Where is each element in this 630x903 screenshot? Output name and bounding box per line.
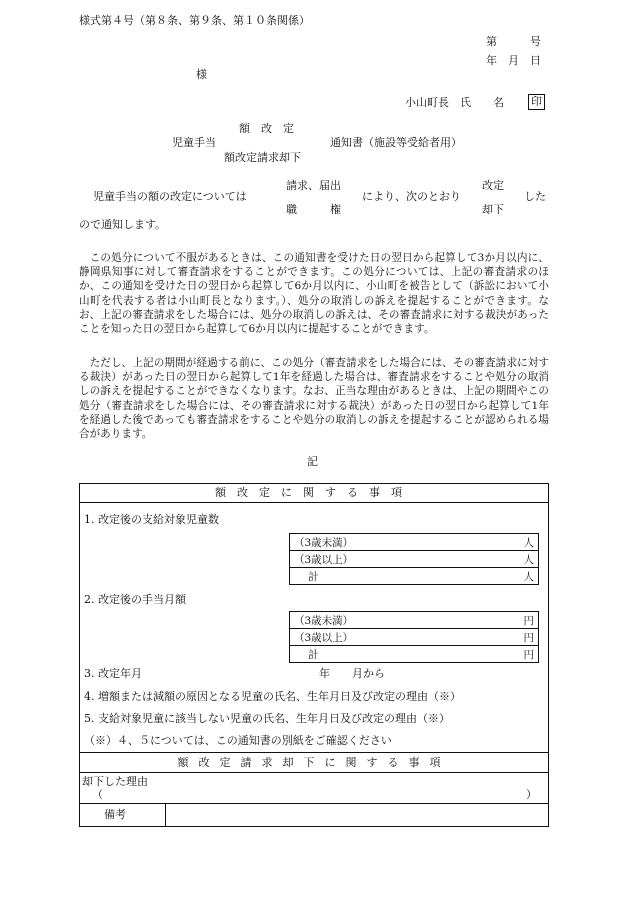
item-4-label: 4. 増額または減額の原因となる児童の氏名、生年月日及び改定の理由（※） <box>84 690 461 703</box>
children-row-total <box>290 568 539 585</box>
ki-label: 記 <box>307 455 318 468</box>
amount-row-under3 <box>290 612 539 629</box>
divider <box>79 752 549 753</box>
document-number: 第 号 <box>486 35 541 48</box>
intro-prefix: 児童手当の額の改定については <box>93 190 247 203</box>
amount-label-under3: （3歳未満） <box>294 614 354 627</box>
section-revision-header: 額改定に関する事項 <box>215 486 413 499</box>
children-row-over3 <box>290 551 539 568</box>
section-rejection-header: 額改定請求却下に関する事項 <box>177 756 451 769</box>
item-3-label: 3. 改定年月 <box>84 667 142 680</box>
intro-choice1-request: 請求、届出 <box>286 179 341 192</box>
item-5-label: 5. 支給対象児童に該当しない児童の氏名、生年月日及び改定の理由（※） <box>84 712 450 725</box>
intro-choice2-revise: 改定 <box>482 179 504 192</box>
item-3-value: 年 月から <box>319 667 385 680</box>
appeal-paragraph-1: この処分について不服があるときは、この通知書を受けた日の翌日から起算して3か月以内に、静岡県知事に対して審査請求をすることができます。この処分については、上記の審査請求のほか、この通知を受けた日の翌日から起算して6か月以内に、小山町を被告として（訴訟において小山町を代表する者は小山町長となります。）、処分の取消しの訴えを提起することができます。なお、上記の審査請求をした場合には、処分の取消しの訴えは、その審査請求に対する裁決があったことを知った日の翌日から起算して6か月以内に提起することができます。 <box>79 252 549 336</box>
form-number: 様式第４号（第８条、第９条、第１０条関係） <box>79 14 310 27</box>
divider <box>79 803 549 804</box>
amount-label-over3: （3歳以上） <box>294 631 354 644</box>
intro-choice1-authority: 職 権 <box>286 203 341 216</box>
rejection-reason-label: 却下した理由 <box>82 775 148 788</box>
amount-row-over3 <box>290 629 539 646</box>
monthly-amount-table <box>289 611 539 663</box>
amount-unit-over3: 円 <box>523 631 534 644</box>
note-text: （※）４、５については、この通知書の別紙をご確認ください <box>84 734 392 747</box>
amount-label-total: 計 <box>308 648 319 661</box>
item-1-label: 1. 改定後の支給対象児童数 <box>84 513 219 526</box>
children-row-under3 <box>290 534 539 551</box>
item-2-label: 2. 改定後の手当月額 <box>84 593 186 606</box>
seal-mark: 印 <box>528 94 545 110</box>
divider <box>79 772 549 773</box>
intro-suffix: した <box>524 190 546 203</box>
reason-paren-close: ） <box>526 788 537 801</box>
children-unit-under3: 人 <box>523 536 534 549</box>
intro-choice2-reject: 却下 <box>482 203 504 216</box>
title-option-rejection: 額改定請求却下 <box>224 151 301 164</box>
amount-row-total <box>290 646 539 663</box>
children-label-under3: （3歳未満） <box>294 536 354 549</box>
children-count-table <box>289 533 539 585</box>
divider <box>79 502 549 503</box>
reason-paren-open: （ <box>92 788 103 801</box>
title-option-revision: 額 改 定 <box>239 122 294 135</box>
title-suffix: 通知書（施設等受給者用） <box>330 136 462 149</box>
sender-name: 小山町長 氏 名 <box>405 96 504 109</box>
addressee-suffix: 様 <box>196 68 207 81</box>
children-unit-total: 人 <box>523 570 534 583</box>
title-prefix: 児童手当 <box>172 136 216 149</box>
amount-unit-total: 円 <box>523 648 534 661</box>
intro-continuation: ので通知します。 <box>79 218 167 231</box>
children-label-total: 計 <box>308 570 319 583</box>
children-label-over3: （3歳以上） <box>294 553 354 566</box>
appeal-paragraph-2: ただし、上記の期間が経過する前に、この処分（審査請求をした場合には、その審査請求に対する裁決）があった日の翌日から起算して1年を経過した場合は、審査請求をすることや処分の取消しの訴えを提起することができなくなります。なお、正当な理由があるときは、上記の期間やこの処分（審査請求をした場合には、その審査請求に対する裁決）があった日の翌日から起算して1年を経過した後であっても審査請求をすることや処分の取消しの訴えを提起することが認められる場合があります。 <box>79 357 549 441</box>
issue-date: 年 月 日 <box>486 54 541 67</box>
remarks-label: 備考 <box>104 808 126 821</box>
amount-unit-under3: 円 <box>523 614 534 627</box>
divider <box>165 803 166 827</box>
intro-middle: により、次のとおり <box>362 190 461 203</box>
children-unit-over3: 人 <box>523 553 534 566</box>
